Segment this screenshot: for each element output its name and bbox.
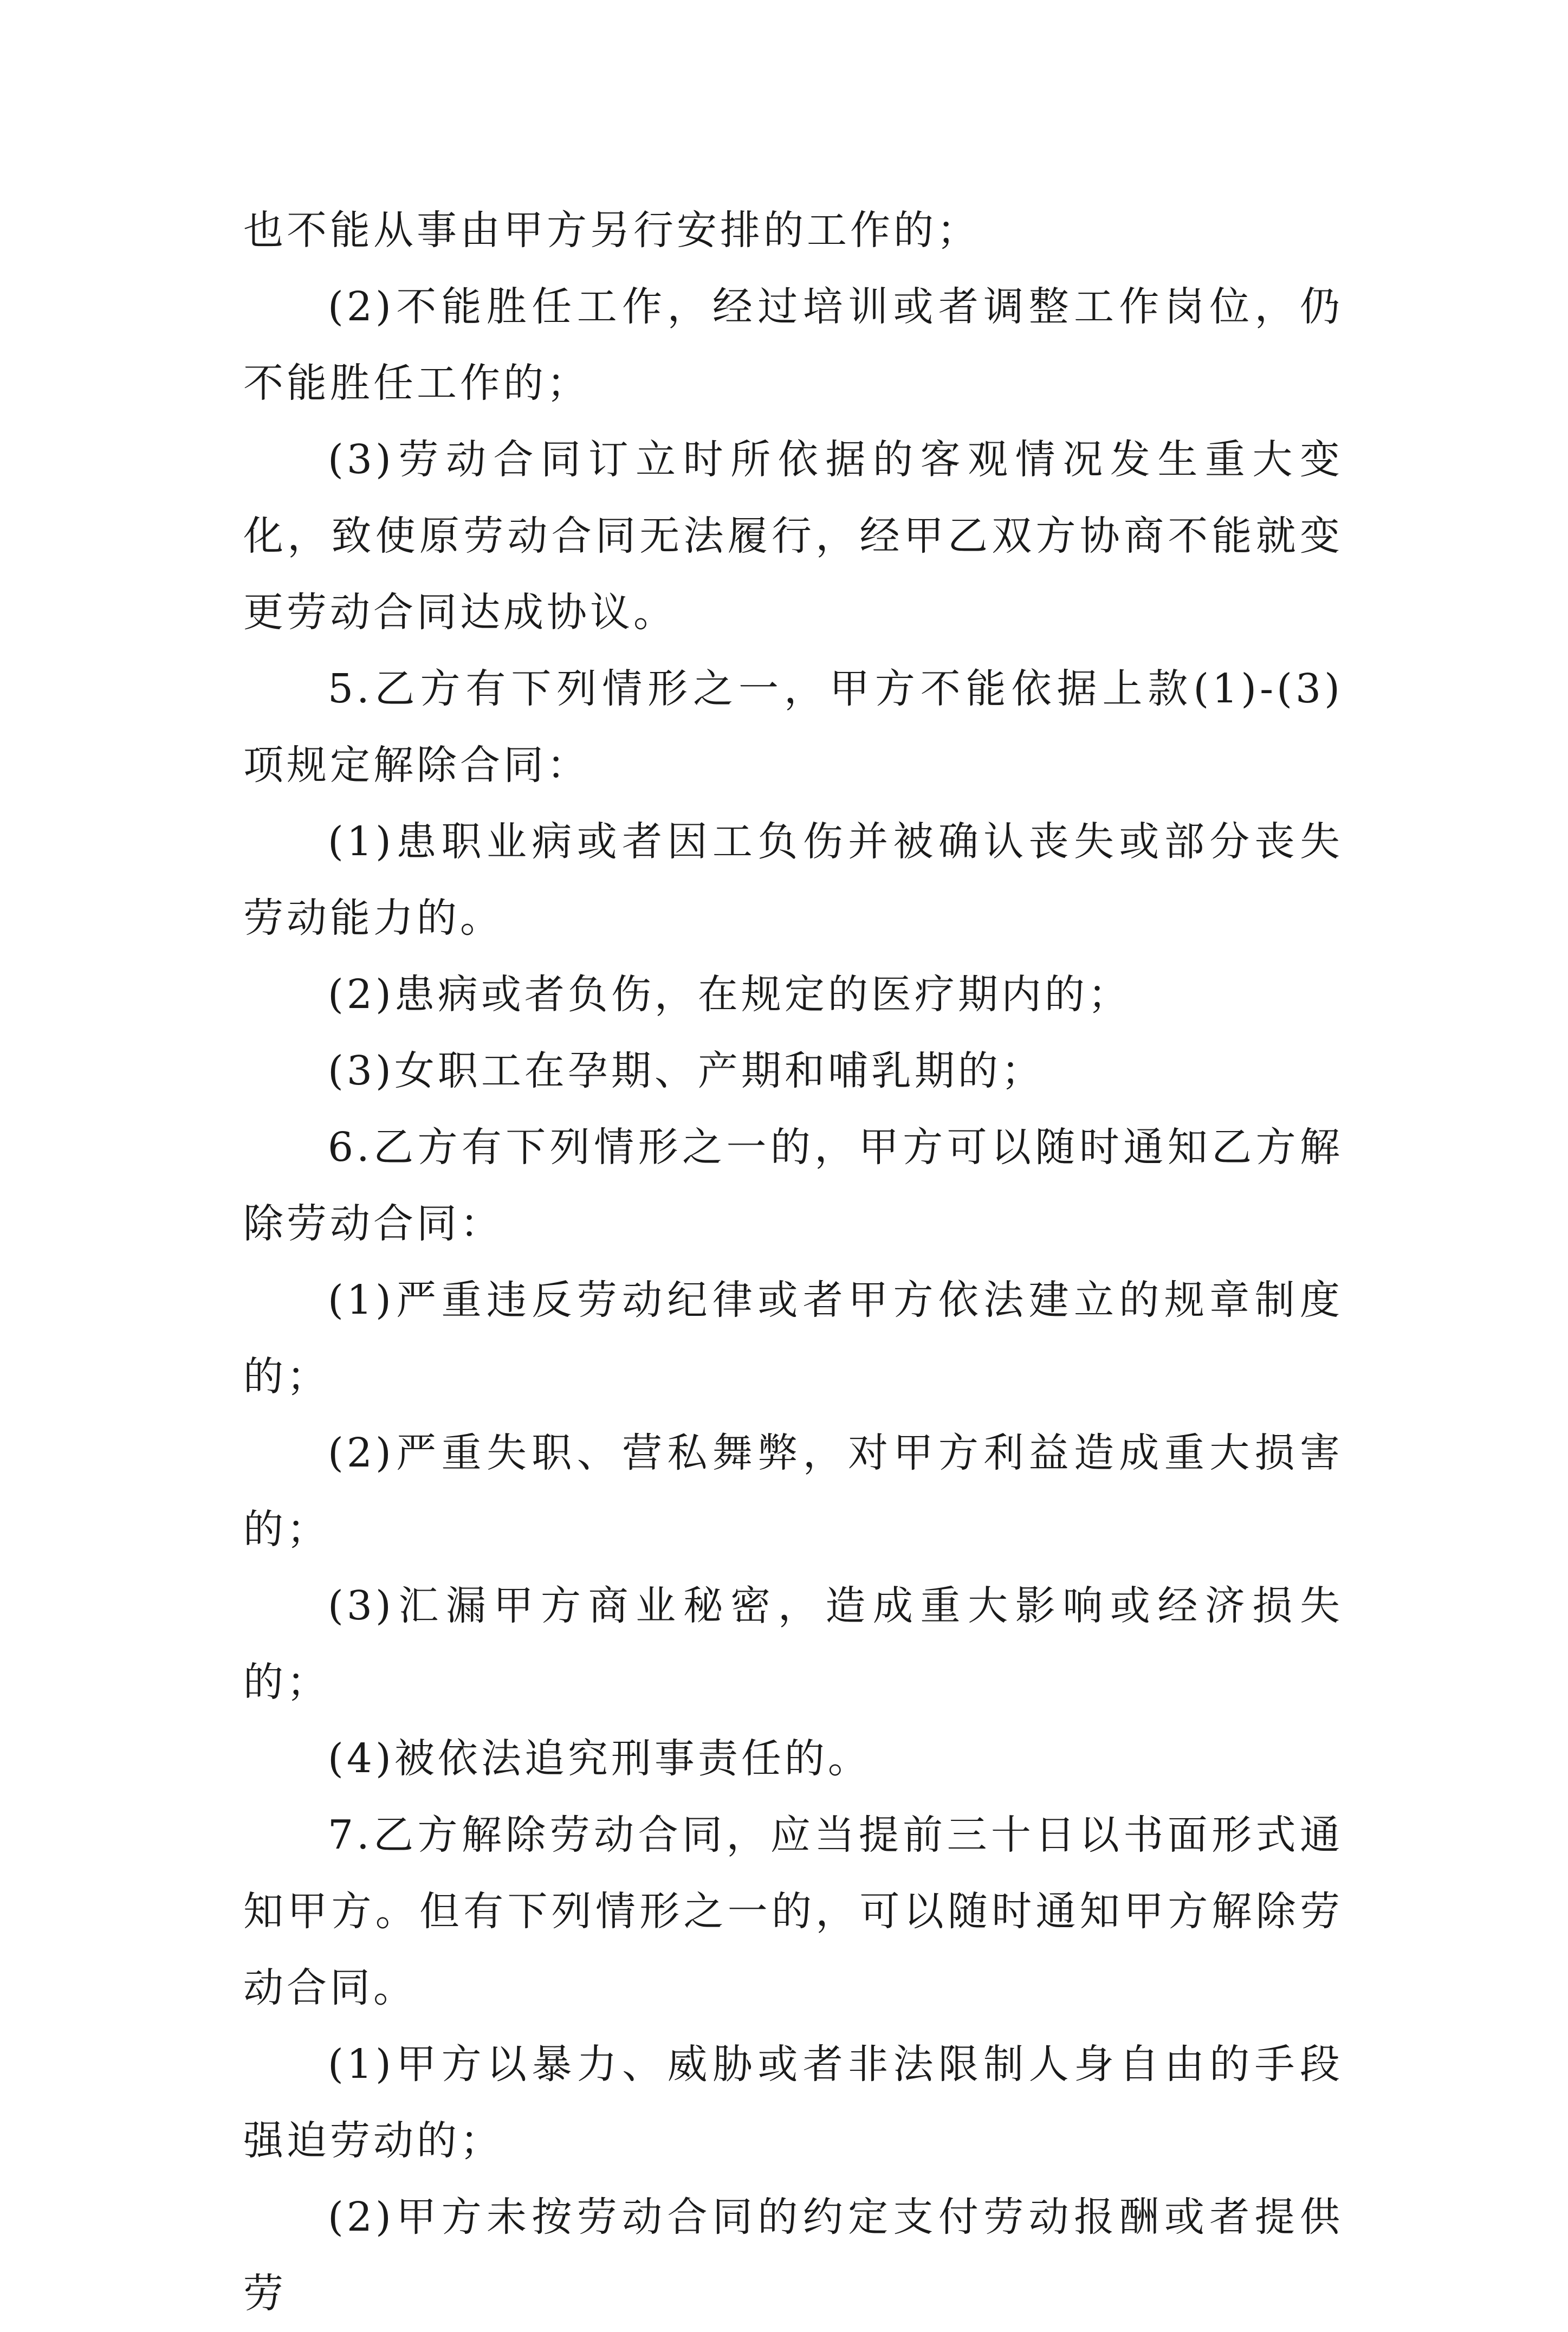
- paragraph-clause-5-item-2: (2)患病或者负伤，在规定的医疗期内的；: [328, 971, 1131, 1018]
- paragraph-item-2-incompetence: (2)不能胜任工作，经过培训或者调整工作岗位，仍不能胜任工作的；: [243, 283, 1343, 406]
- paragraph-clause-6-item-3: (3)汇漏甲方商业秘密，造成重大影响或经济损失的；: [243, 1582, 1343, 1706]
- paragraph-item-3-circumstance-change: (3)劳动合同订立时所依据的客观情况发生重大变化，致使原劳动合同无法履行，经甲乙双方协商不能就变更劳动合同达成协议。: [243, 436, 1343, 636]
- paragraph-clause-5-item-1: (1)患职业病或者因工负伤并被确认丧失或部分丧失劳动能力的。: [243, 818, 1343, 941]
- paragraph-clause-6-item-2: (2)严重失职、营私舞弊，对甲方利益造成重大损害的；: [243, 1430, 1343, 1553]
- contract-text-body: [243, 192, 1343, 2332]
- paragraph-clause-7: 7.乙方解除劳动合同，应当提前三十日以书面形式通知甲方。但有下列情形之一的，可以随时通知甲方解除劳动合同。: [243, 1812, 1343, 2011]
- paragraph-clause-7-item-1: (1)甲方以暴力、威胁或者非法限制人身自由的手段强迫劳动的；: [243, 2041, 1343, 2164]
- paragraph-clause-5: 5.乙方有下列情形之一，甲方不能依据上款(1)-(3)项规定解除合同：: [243, 666, 1343, 789]
- paragraph-clause-5-item-3: (3)女职工在孕期、产期和哺乳期的；: [328, 1048, 1045, 1094]
- paragraph-clause-7-item-2: (2)甲方未按劳动合同的约定支付劳动报酬或者提供劳: [243, 2194, 1343, 2317]
- paragraph-clause-6-item-4: (4)被依法追究刑事责任的。: [328, 1735, 871, 1782]
- paragraph-clause-6-item-1: (1)严重违反劳动纪律或者甲方依法建立的规章制度的；: [243, 1277, 1343, 1400]
- paragraph-continuation: 也不能从事由甲方另行安排的工作的；: [243, 207, 980, 254]
- paragraph-clause-6: 6.乙方有下列情形之一的，甲方可以随时通知乙方解除劳动合同：: [243, 1124, 1343, 1247]
